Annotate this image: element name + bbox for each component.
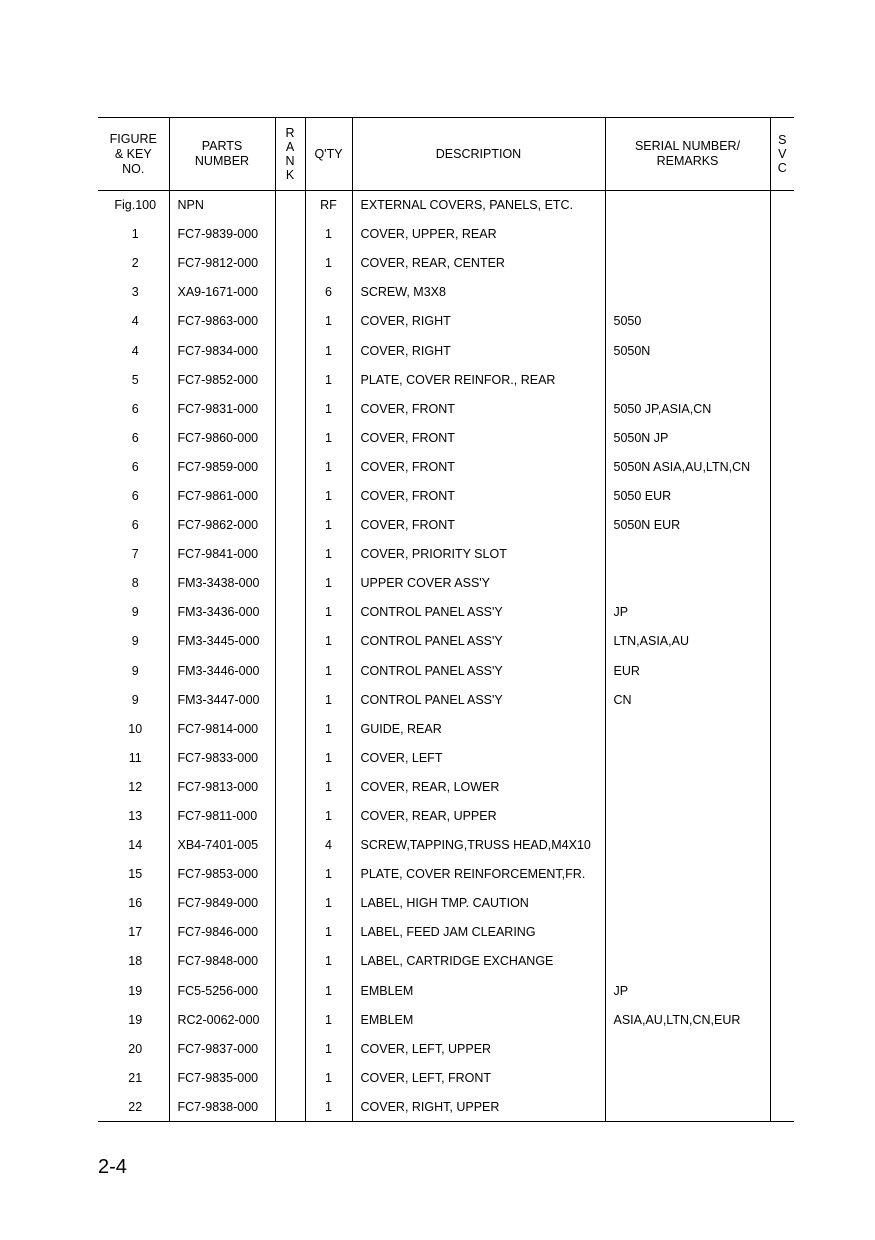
- cell-rank: [275, 801, 305, 830]
- cell-rank: [275, 336, 305, 365]
- cell-serial-remarks: [605, 569, 770, 598]
- cell-rank: [275, 772, 305, 801]
- cell-svc: [770, 743, 794, 772]
- table-header: [98, 118, 794, 191]
- cell-serial-remarks: [605, 714, 770, 743]
- cell-figure-key: 17: [128, 925, 143, 940]
- cell-serial-remarks: [605, 831, 770, 860]
- cell-svc: [770, 220, 794, 249]
- cell-figure-key: 1: [131, 227, 139, 242]
- cell-qty: 1: [305, 976, 352, 1005]
- cell-qty: 1: [305, 947, 352, 976]
- table-row: [98, 278, 794, 307]
- cell-serial-remarks: [605, 249, 770, 278]
- cell-description: COVER, RIGHT: [352, 336, 605, 365]
- header-qty: Q'TY: [305, 118, 352, 191]
- table-row: [98, 452, 794, 481]
- cell-figure-key: 21: [128, 1070, 143, 1085]
- cell-parts-number: XA9-1671-000: [169, 278, 275, 307]
- header-svc: S V C: [770, 118, 794, 191]
- table-row: [98, 1092, 794, 1121]
- cell-description: EMBLEM: [352, 1005, 605, 1034]
- cell-description: COVER, FRONT: [352, 452, 605, 481]
- cell-svc: [770, 569, 794, 598]
- cell-serial-remarks: [605, 278, 770, 307]
- cell-qty: 6: [305, 278, 352, 307]
- cell-parts-number: FC7-9848-000: [169, 947, 275, 976]
- header-parts-number: PARTS NUMBER: [169, 118, 275, 191]
- cell-description: LABEL, HIGH TMP. CAUTION: [352, 889, 605, 918]
- cell-rank: [275, 220, 305, 249]
- header-description: DESCRIPTION: [352, 118, 605, 191]
- cell-description: LABEL, FEED JAM CLEARING: [352, 918, 605, 947]
- page-number: 2-4: [98, 1156, 127, 1178]
- cell-rank: [275, 685, 305, 714]
- cell-qty: 1: [305, 685, 352, 714]
- cell-parts-number: FC7-9837-000: [169, 1034, 275, 1063]
- cell-rank: [275, 1092, 305, 1121]
- header-figure-key-no: FIGURE & KEY NO.: [98, 118, 169, 191]
- cell-description: COVER, REAR, UPPER: [352, 801, 605, 830]
- cell-parts-number: FM3-3447-000: [169, 685, 275, 714]
- cell-serial-remarks: 5050 EUR: [605, 481, 770, 510]
- cell-svc: [770, 1063, 794, 1092]
- table-row: [98, 1005, 794, 1034]
- cell-qty: 1: [305, 481, 352, 510]
- cell-description: UPPER COVER ASS'Y: [352, 569, 605, 598]
- cell-rank: [275, 511, 305, 540]
- cell-parts-number: FC7-9814-000: [169, 714, 275, 743]
- cell-qty: 1: [305, 511, 352, 540]
- cell-figure-key: 14: [128, 838, 143, 853]
- cell-qty: 4: [305, 831, 352, 860]
- table-row: [98, 685, 794, 714]
- cell-qty: 1: [305, 452, 352, 481]
- cell-serial-remarks: CN: [605, 685, 770, 714]
- cell-rank: [275, 452, 305, 481]
- cell-figure-key: 6: [131, 430, 139, 445]
- header-serial-remarks: SERIAL NUMBER/ REMARKS: [605, 118, 770, 191]
- table-row: [98, 656, 794, 685]
- cell-description: GUIDE, REAR: [352, 714, 605, 743]
- cell-serial-remarks: [605, 743, 770, 772]
- cell-parts-number: FM3-3445-000: [169, 627, 275, 656]
- cell-qty: 1: [305, 249, 352, 278]
- cell-description: COVER, PRIORITY SLOT: [352, 540, 605, 569]
- cell-svc: [770, 714, 794, 743]
- cell-parts-number: FC7-9831-000: [169, 394, 275, 423]
- cell-serial-remarks: 5050N EUR: [605, 511, 770, 540]
- cell-qty: 1: [305, 801, 352, 830]
- cell-rank: [275, 714, 305, 743]
- table-row: [98, 976, 794, 1005]
- cell-description: COVER, REAR, CENTER: [352, 249, 605, 278]
- table-row: [98, 743, 794, 772]
- cell-svc: [770, 976, 794, 1005]
- cell-figure-key: 9: [131, 692, 139, 707]
- cell-parts-number: RC2-0062-000: [169, 1005, 275, 1034]
- table-row: [98, 249, 794, 278]
- cell-qty: RF: [305, 191, 352, 220]
- cell-parts-number: FC7-9860-000: [169, 423, 275, 452]
- cell-serial-remarks: JP: [605, 976, 770, 1005]
- cell-description: PLATE, COVER REINFORCEMENT,FR.: [352, 860, 605, 889]
- cell-figure-key: 3: [131, 285, 139, 300]
- cell-parts-number: NPN: [169, 191, 275, 220]
- cell-description: COVER, LEFT, UPPER: [352, 1034, 605, 1063]
- header-row: [98, 118, 794, 191]
- cell-description: EXTERNAL COVERS, PANELS, ETC.: [352, 191, 605, 220]
- cell-parts-number: FC5-5256-000: [169, 976, 275, 1005]
- cell-qty: 1: [305, 743, 352, 772]
- cell-qty: 1: [305, 627, 352, 656]
- cell-serial-remarks: [605, 191, 770, 220]
- cell-qty: 1: [305, 918, 352, 947]
- table-row: [98, 481, 794, 510]
- table-row: [98, 714, 794, 743]
- cell-qty: 1: [305, 365, 352, 394]
- cell-svc: [770, 947, 794, 976]
- cell-rank: [275, 743, 305, 772]
- cell-figure-key: 13: [128, 809, 143, 824]
- cell-rank: [275, 249, 305, 278]
- table-row: [98, 423, 794, 452]
- cell-description: CONTROL PANEL ASS'Y: [352, 598, 605, 627]
- cell-description: LABEL, CARTRIDGE EXCHANGE: [352, 947, 605, 976]
- cell-svc: [770, 394, 794, 423]
- cell-rank: [275, 191, 305, 220]
- cell-serial-remarks: [605, 860, 770, 889]
- cell-parts-number: FC7-9811-000: [169, 801, 275, 830]
- cell-rank: [275, 365, 305, 394]
- cell-svc: [770, 1034, 794, 1063]
- cell-rank: [275, 278, 305, 307]
- cell-description: CONTROL PANEL ASS'Y: [352, 656, 605, 685]
- table-row: [98, 365, 794, 394]
- cell-svc: [770, 481, 794, 510]
- cell-description: PLATE, COVER REINFOR., REAR: [352, 365, 605, 394]
- cell-figure-key: 6: [131, 401, 139, 416]
- cell-figure-key: 4: [131, 343, 139, 358]
- cell-rank: [275, 947, 305, 976]
- cell-figure-key: 2: [131, 256, 139, 271]
- cell-serial-remarks: LTN,ASIA,AU: [605, 627, 770, 656]
- cell-qty: 1: [305, 336, 352, 365]
- cell-parts-number: FC7-9838-000: [169, 1092, 275, 1121]
- cell-description: COVER, RIGHT: [352, 307, 605, 336]
- table-row: [98, 918, 794, 947]
- cell-description: COVER, FRONT: [352, 394, 605, 423]
- cell-qty: 1: [305, 540, 352, 569]
- table-row: [98, 947, 794, 976]
- cell-qty: 1: [305, 860, 352, 889]
- cell-qty: 1: [305, 889, 352, 918]
- cell-rank: [275, 1063, 305, 1092]
- cell-figure-key: 12: [128, 779, 143, 794]
- cell-parts-number: FC7-9834-000: [169, 336, 275, 365]
- cell-serial-remarks: 5050: [605, 307, 770, 336]
- cell-figure-key: 6: [131, 488, 139, 503]
- cell-description: COVER, REAR, LOWER: [352, 772, 605, 801]
- cell-svc: [770, 801, 794, 830]
- table-row: [98, 220, 794, 249]
- table-row: [98, 336, 794, 365]
- cell-figure-key: 9: [131, 663, 139, 678]
- cell-svc: [770, 598, 794, 627]
- cell-rank: [275, 307, 305, 336]
- cell-figure-key: 9: [131, 634, 139, 649]
- cell-serial-remarks: [605, 1092, 770, 1121]
- cell-figure-key: Fig.100: [114, 198, 157, 213]
- cell-svc: [770, 423, 794, 452]
- table-row: [98, 1034, 794, 1063]
- cell-qty: 1: [305, 1005, 352, 1034]
- cell-rank: [275, 598, 305, 627]
- cell-qty: 1: [305, 714, 352, 743]
- cell-figure-key: 22: [98, 1092, 169, 1121]
- cell-qty: 1: [305, 1092, 352, 1121]
- cell-description: COVER, UPPER, REAR: [352, 220, 605, 249]
- cell-parts-number: FC7-9849-000: [169, 889, 275, 918]
- cell-parts-number: FC7-9812-000: [169, 249, 275, 278]
- cell-serial-remarks: [605, 772, 770, 801]
- cell-qty: 1: [305, 569, 352, 598]
- cell-description: CONTROL PANEL ASS'Y: [352, 627, 605, 656]
- cell-parts-number: FC7-9862-000: [169, 511, 275, 540]
- cell-figure-key: 9: [131, 605, 139, 620]
- cell-svc: [770, 627, 794, 656]
- cell-figure-key: 8: [131, 576, 139, 591]
- cell-rank: [275, 656, 305, 685]
- cell-serial-remarks: JP: [605, 598, 770, 627]
- table-row: [98, 540, 794, 569]
- cell-parts-number: FC7-9835-000: [169, 1063, 275, 1092]
- parts-list-table: [98, 117, 794, 1122]
- cell-serial-remarks: EUR: [605, 656, 770, 685]
- cell-svc: [770, 365, 794, 394]
- cell-rank: [275, 423, 305, 452]
- cell-rank: [275, 831, 305, 860]
- cell-figure-key: 20: [128, 1041, 143, 1056]
- cell-description: COVER, LEFT, FRONT: [352, 1063, 605, 1092]
- cell-serial-remarks: [605, 365, 770, 394]
- cell-serial-remarks: 5050N JP: [605, 423, 770, 452]
- table-row: [98, 598, 794, 627]
- cell-figure-key: 6: [131, 518, 139, 533]
- cell-serial-remarks: ASIA,AU,LTN,CN,EUR: [605, 1005, 770, 1034]
- cell-parts-number: FM3-3438-000: [169, 569, 275, 598]
- cell-svc: [770, 191, 794, 220]
- cell-figure-key: 10: [128, 721, 143, 736]
- cell-serial-remarks: [605, 1063, 770, 1092]
- cell-serial-remarks: [605, 801, 770, 830]
- cell-figure-key: 16: [128, 896, 143, 911]
- cell-svc: [770, 1005, 794, 1034]
- cell-svc: [770, 772, 794, 801]
- cell-svc: [770, 278, 794, 307]
- cell-description: COVER, LEFT: [352, 743, 605, 772]
- table-row: [98, 831, 794, 860]
- cell-parts-number: FC7-9859-000: [169, 452, 275, 481]
- cell-parts-number: FC7-9863-000: [169, 307, 275, 336]
- table-row: [98, 307, 794, 336]
- table-row: [98, 511, 794, 540]
- cell-svc: [770, 918, 794, 947]
- cell-qty: 1: [305, 220, 352, 249]
- cell-parts-number: FC7-9846-000: [169, 918, 275, 947]
- cell-figure-key: 4: [131, 314, 139, 329]
- cell-description: COVER, RIGHT, UPPER: [352, 1092, 605, 1121]
- cell-qty: 1: [305, 394, 352, 423]
- cell-serial-remarks: 5050 JP,ASIA,CN: [605, 394, 770, 423]
- cell-qty: 1: [305, 1063, 352, 1092]
- cell-svc: [770, 511, 794, 540]
- cell-rank: [275, 1034, 305, 1063]
- cell-serial-remarks: 5050N ASIA,AU,LTN,CN: [605, 452, 770, 481]
- table-row: [98, 860, 794, 889]
- cell-serial-remarks: 5050N: [605, 336, 770, 365]
- cell-serial-remarks: [605, 220, 770, 249]
- cell-parts-number: XB4-7401-005: [169, 831, 275, 860]
- cell-parts-number: FC7-9852-000: [169, 365, 275, 394]
- cell-svc: [770, 860, 794, 889]
- cell-description: EMBLEM: [352, 976, 605, 1005]
- table-row: [98, 772, 794, 801]
- cell-figure-key: 11: [128, 750, 142, 765]
- cell-rank: [275, 540, 305, 569]
- cell-description: COVER, FRONT: [352, 481, 605, 510]
- cell-serial-remarks: [605, 540, 770, 569]
- cell-svc: [770, 1092, 794, 1121]
- cell-qty: 1: [305, 598, 352, 627]
- cell-serial-remarks: [605, 947, 770, 976]
- cell-parts-number: FC7-9813-000: [169, 772, 275, 801]
- table-row: [98, 394, 794, 423]
- cell-svc: [770, 540, 794, 569]
- table-row: [98, 889, 794, 918]
- cell-serial-remarks: [605, 889, 770, 918]
- cell-parts-number: FM3-3446-000: [169, 656, 275, 685]
- cell-svc: [770, 831, 794, 860]
- cell-serial-remarks: [605, 1034, 770, 1063]
- cell-rank: [275, 569, 305, 598]
- cell-description: SCREW,TAPPING,TRUSS HEAD,M4X10: [352, 831, 605, 860]
- cell-qty: 1: [305, 423, 352, 452]
- cell-description: COVER, FRONT: [352, 511, 605, 540]
- cell-figure-key: 7: [131, 547, 139, 562]
- cell-qty: 1: [305, 772, 352, 801]
- cell-serial-remarks: [605, 918, 770, 947]
- cell-description: SCREW, M3X8: [352, 278, 605, 307]
- cell-svc: [770, 336, 794, 365]
- cell-parts-number: FC7-9841-000: [169, 540, 275, 569]
- cell-figure-key: 19: [128, 983, 143, 998]
- cell-svc: [770, 249, 794, 278]
- cell-svc: [770, 685, 794, 714]
- cell-parts-number: FC7-9833-000: [169, 743, 275, 772]
- cell-description: COVER, FRONT: [352, 423, 605, 452]
- cell-rank: [275, 918, 305, 947]
- cell-rank: [275, 394, 305, 423]
- cell-qty: 1: [305, 307, 352, 336]
- cell-rank: [275, 976, 305, 1005]
- cell-figure-key: 19: [128, 1012, 143, 1027]
- cell-figure-key: 15: [128, 867, 143, 882]
- header-rank: R A N K: [275, 118, 305, 191]
- cell-rank: [275, 889, 305, 918]
- cell-parts-number: FC7-9839-000: [169, 220, 275, 249]
- cell-qty: 1: [305, 1034, 352, 1063]
- cell-svc: [770, 656, 794, 685]
- table-row: [98, 627, 794, 656]
- cell-rank: [275, 627, 305, 656]
- cell-svc: [770, 452, 794, 481]
- cell-figure-key: 5: [131, 372, 139, 387]
- cell-parts-number: FC7-9853-000: [169, 860, 275, 889]
- table-body: [98, 191, 794, 1122]
- cell-parts-number: FC7-9861-000: [169, 481, 275, 510]
- cell-parts-number: FM3-3436-000: [169, 598, 275, 627]
- cell-svc: [770, 889, 794, 918]
- cell-svc: [770, 307, 794, 336]
- cell-qty: 1: [305, 656, 352, 685]
- table-row: [98, 801, 794, 830]
- cell-description: CONTROL PANEL ASS'Y: [352, 685, 605, 714]
- table-row: [98, 191, 794, 220]
- cell-figure-key: 6: [131, 459, 139, 474]
- cell-rank: [275, 481, 305, 510]
- cell-figure-key: 18: [128, 954, 143, 969]
- table-row: [98, 569, 794, 598]
- cell-rank: [275, 860, 305, 889]
- cell-rank: [275, 1005, 305, 1034]
- table-row: [98, 1063, 794, 1092]
